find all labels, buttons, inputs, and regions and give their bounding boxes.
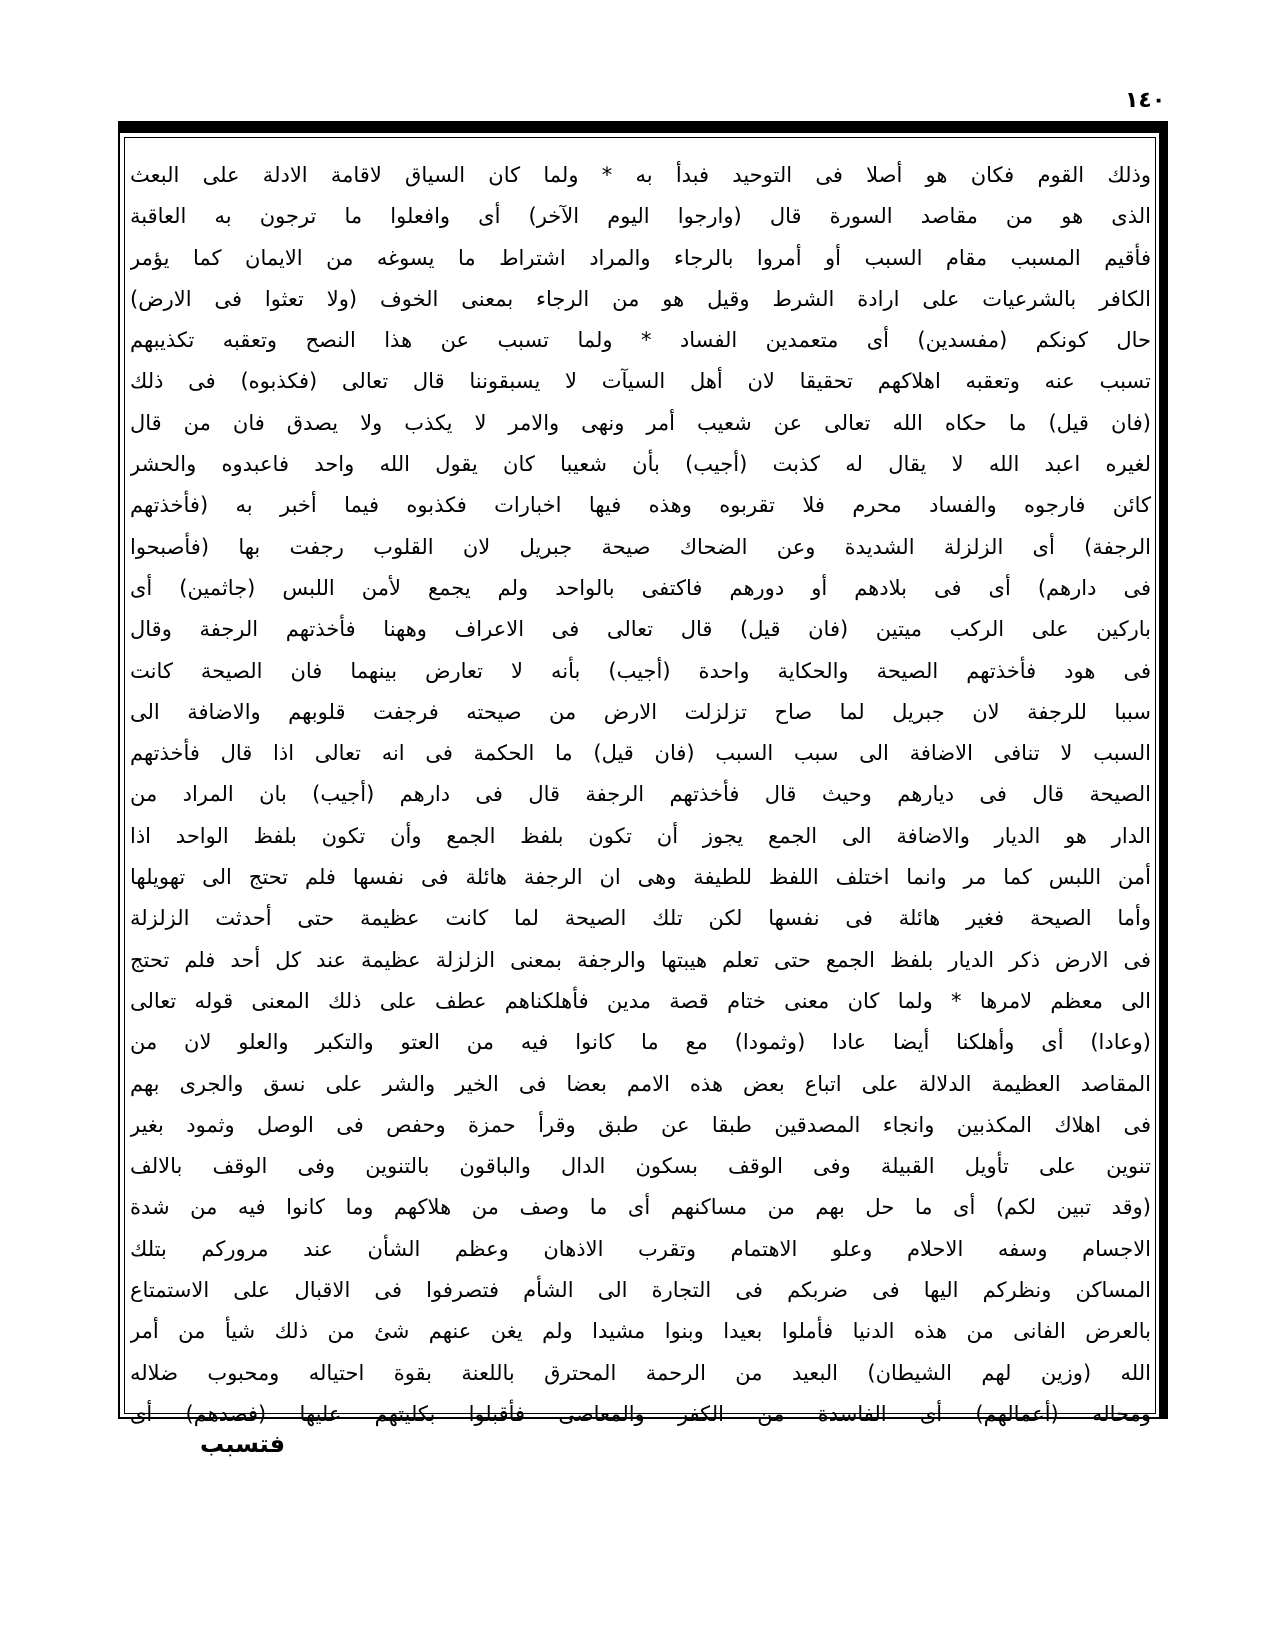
text-line: المساكن ونظركم اليها فى ضربكم فى التجارة الى الشأم فتصرفوا فى الاقبال على الاستمتاع (130, 1278, 1151, 1303)
text-line: الاجسام وسفه الاحلام وعلو الاهتمام وتقرب الاذهان وعظم الشأن عند مروركم بتلك (130, 1236, 1151, 1261)
text-line: الله (وزين لهم الشيطان) البعيد من الرحمة المحترق باللعنة بقوة احتياله ومحبوب ضلاله (130, 1360, 1151, 1385)
text-line: تسبب عنه وتعقبه اهلاكهم تحقيقا لان أهل السيآت لا يسبقوننا قال تعالى (فكذبوه) فى ذلك (130, 369, 1151, 394)
text-frame (118, 121, 1168, 1426)
text-line: لغيره اعبد الله لا يقال له كذبت (أجيب) بأن شعيبا كان يقول الله واحد فاعبدوه والحشر (130, 452, 1151, 477)
text-line: كائن فارجوه والفساد محرم فلا تقربوه وهذه فيها اخبارات فكذبوه فيما أخبر به (فأخذتهم (130, 493, 1151, 518)
text-line: سببا للرجفة لان جبريل لما صاح تزلزلت الارض من صيحته فرجفت قلوبهم والاضافة الى (130, 699, 1151, 724)
text-line: وأما الصيحة فغير هائلة فى نفسها لكن تلك الصيحة لما كانت عظيمة حتى أحدثت الزلزلة (130, 906, 1151, 931)
text-line: السبب لا تنافى الاضافة الى سبب السبب (فان قيل) ما الحكمة فى انه تعالى اذا قال فأخذتهم (130, 741, 1151, 766)
text-line: فى الارض ذكر الديار بلفظ الجمع حتى تعلم هيبتها والرجفة بمعنى الزلزلة عظيمة عند كل أحد فلم تحتج (130, 947, 1151, 972)
text-line: فأقيم المسبب مقام السبب أو أمروا بالرجاء والمراد اشتراط ما يسوغه من الايمان كما يؤمر (130, 245, 1151, 270)
text-line: (فان قيل) ما حكاه الله تعالى عن شعيب أمر ونهى والامر لا يكذب ولا يصدق فان من قال (130, 410, 1151, 435)
catchword: فتسبب (200, 1430, 286, 1458)
text-line: وذلك القوم فكان هو أصلا فى التوحيد فبدأ به * ولما كان السياق لاقامة الادلة على البعث (130, 163, 1151, 187)
text-line: الى معظم لامرها * ولما كان معنى ختام قصة مدين فأهلكناهم عطف على ذلك المعنى قوله تعالى (130, 988, 1151, 1013)
text-line: تنوين على تأويل القبيلة وفى الوقف بسكون الدال والباقون بالتنوين وفى الوقف بالالف (130, 1154, 1151, 1179)
text-line: بالعرض الفانى من هذه الدنيا فأملوا بعيدا وبنوا مشيدا ولم يغن عنهم شئ من ذلك شيأ من أمر (130, 1319, 1151, 1344)
text-line: الدار هو الديار والاضافة الى الجمع يجوز أن تكون بلفظ الجمع وأن تكون بلفظ الواحد اذا (130, 823, 1151, 848)
text-line: الكافر بالشرعيات على ارادة الشرط وقيل هو من الرجاء بمعنى الخوف (ولا تعثوا فى الارض) (130, 286, 1151, 311)
text-line: (وقد تبين لكم) أى ما حل بهم من مساكنهم أى ما وصف من هلاكهم وما كانوا فيه من شدة (130, 1195, 1151, 1220)
text-line: المقاصد العظيمة الدلالة على اتباع بعض هذه الامم بعضا فى الخير والشر على نسق والجرى بهم (130, 1071, 1151, 1096)
text-line: حال كونكم (مفسدين) أى متعمدين الفساد * ولما تسبب عن هذا النصح وتعقبه تكذيبهم (130, 328, 1151, 353)
text-line: الصيحة قال فى ديارهم وحيث قال فأخذتهم الرجفة قال فى دارهم (أجيب) بان المراد من (130, 782, 1151, 807)
text-line: الرجفة) أى الزلزلة الشديدة وعن الضحاك صيحة جبريل لان القلوب رجفت بها (فأصبحوا (130, 534, 1151, 559)
text-line: فى دارهم) أى فى بلادهم أو دورهم فاكتفى بالواحد ولم يجمع لأمن اللبس (جاثمين) أى (130, 575, 1151, 600)
text-line: ومحاله (أعمالهم) أى الفاسدة من الكفر والمعاصى فأقبلوا بكليتهم عليها (فصدهم) أى (130, 1401, 1151, 1426)
text-line: فى هود فأخذتهم الصيحة والحكاية واحدة (أجيب) بأنه لا تعارض بينهما فان الصيحة كانت (130, 658, 1151, 683)
body-text (130, 155, 1151, 1435)
text-line: أمن اللبس كما مر وانما اختلف اللفظ للطيفة وهى ان الرجفة هائلة فى نفسها فلم تحتج الى تهويلها (130, 865, 1151, 890)
text-line: باركين على الركب ميتين (فان قيل) قال تعالى فى الاعراف وههنا فأخذتهم الرجفة وقال (130, 617, 1151, 642)
text-line: (وعادا) أى وأهلكنا أيضا عادا (وثمودا) مع ما كانوا فيه من العتو والتكبر والعلو لان من (130, 1030, 1151, 1055)
text-line: فى اهلاك المكذبين وانجاء المصدقين طبقا عن طبق وقرأ حمزة وحفص فى الوصل وثمود بغير (130, 1112, 1151, 1137)
text-line: الذى هو من مقاصد السورة قال (وارجوا اليوم الآخر) أى وافعلوا ما ترجون به العاقبة (130, 204, 1151, 229)
page-number: ١٤٠ (1125, 88, 1166, 113)
